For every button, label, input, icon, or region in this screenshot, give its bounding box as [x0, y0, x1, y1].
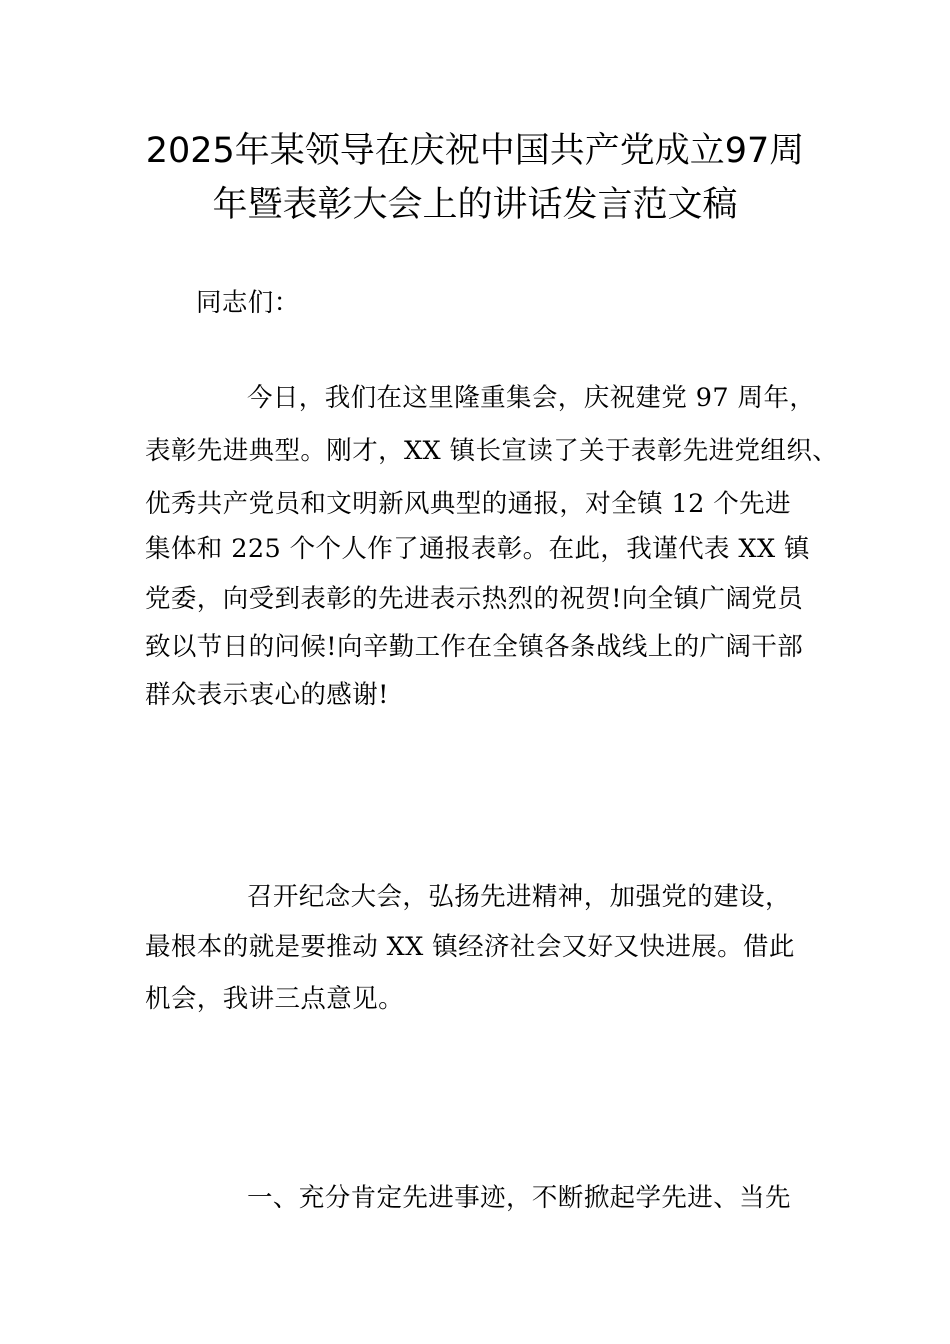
- title-line-1: 2025年某领导在庆祝中国共产党成立97周: [145, 131, 805, 171]
- paragraph-2-line: 最根本的就是要推动 XX 镇经济社会又好又快进展。借此: [145, 932, 795, 962]
- paragraph-1-line: 今日，我们在这里隆重集会，庆祝建党 97 周年，: [247, 383, 816, 413]
- paragraph-1-line: 党委，向受到表彰的先进表示热烈的祝贺!向全镇广阔党员: [145, 584, 804, 614]
- paragraph-2-line: 机会，我讲三点意见。: [145, 984, 405, 1014]
- salutation: 同志们：: [196, 288, 300, 318]
- title-line-2: 年暨表彰大会上的讲话发言范文稿: [212, 185, 738, 225]
- paragraph-2-line: 召开纪念大会，弘扬先进精神，加强党的建设，: [247, 882, 791, 912]
- paragraph-1-line: 群众表示衷心的感谢!: [145, 680, 389, 710]
- paragraph-1-line: 优秀共产党员和文明新风典型的通报，对全镇 12 个先进: [145, 489, 791, 519]
- paragraph-1-line: 表彰先进典型。刚才，XX 镇长宣读了关于表彰先进党组织、: [145, 436, 839, 466]
- paragraph-1-line: 集体和 225 个个人作了通报表彰。在此，我谨代表 XX 镇: [145, 534, 810, 564]
- document-title: [100, 124, 850, 232]
- paragraph-1-line: 致以节日的问候!向辛勤工作在全镇各条战线上的广阔干部: [145, 632, 804, 662]
- paragraph-3-line: 一、充分肯定先进事迹，不断掀起学先进、当先: [247, 1183, 791, 1213]
